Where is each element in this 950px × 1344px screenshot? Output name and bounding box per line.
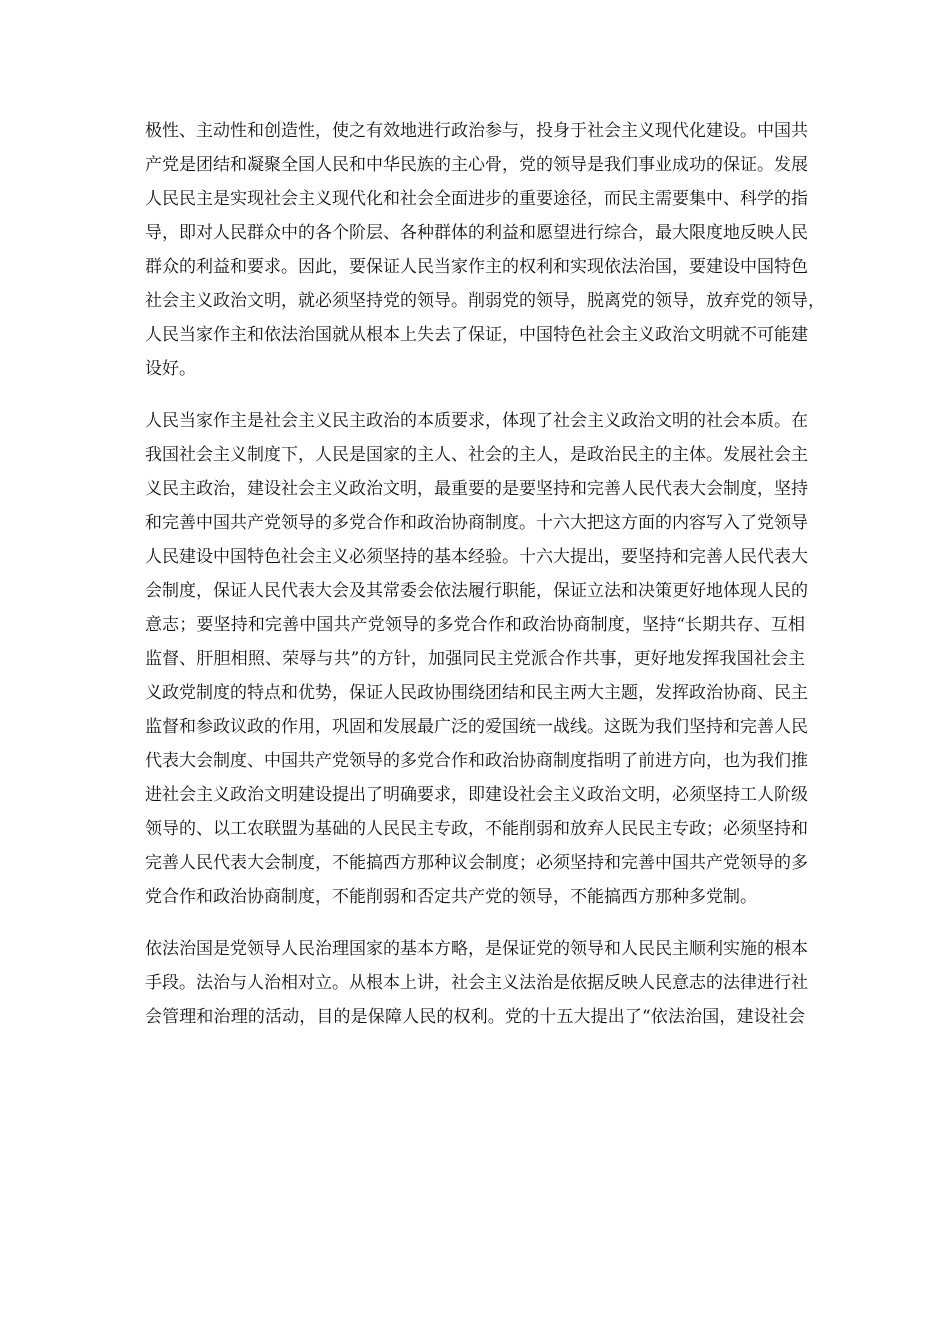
text-line: 会管理和治理的活动，目的是保障人民的权利。党的十五大提出了“依法治国，建设社会 bbox=[145, 1007, 805, 1027]
text-line: 手段。法治与人治相对立。从根本上讲，社会主义法治是依据反映人民意志的法律进行社 bbox=[145, 973, 808, 993]
document-body bbox=[145, 114, 825, 1034]
text-line: 设好。 bbox=[145, 359, 196, 379]
text-line: 导，即对人民群众中的各个阶层、各种群体的利益和愿望进行综合，最大限度地反映人民 bbox=[145, 223, 808, 243]
text-line: 群众的利益和要求。因此，要保证人民当家作主的权利和实现依法治国，要建设中国特色 bbox=[145, 257, 808, 277]
text-line: 领导的、以工农联盟为基础的人民民主专政，不能削弱和放弃人民民主专政；必须坚持和 bbox=[145, 819, 808, 839]
paragraph-1 bbox=[145, 114, 825, 386]
text-line: 党合作和政治协商制度，不能削弱和否定共产党的领导，不能搞西方那种多党制。 bbox=[145, 887, 757, 907]
text-line: 进社会主义政治文明建设提出了明确要求，即建设社会主义政治文明，必须坚持工人阶级 bbox=[145, 785, 808, 805]
text-line: 义民主政治，建设社会主义政治文明，最重要的是要坚持和完善人民代表大会制度，坚持 bbox=[145, 479, 808, 499]
text-line: 极性、主动性和创造性，使之有效地进行政治参与，投身于社会主义现代化建设。中国共 bbox=[145, 121, 808, 141]
text-line: 代表大会制度、中国共产党领导的多党合作和政治协商制度指明了前进方向，也为我们推 bbox=[145, 751, 808, 771]
text-line: 社会主义政治文明，就必须坚持党的领导。削弱党的领导，脱离党的领导，放弃党的领导， bbox=[145, 291, 825, 311]
text-line: 依法治国是党领导人民治理国家的基本方略，是保证党的领导和人民民主顺利实施的根本 bbox=[145, 939, 808, 959]
text-line: 产党是团结和凝聚全国人民和中华民族的主心骨，党的领导是我们事业成功的保证。发展 bbox=[145, 155, 808, 175]
text-line: 人民建设中国特色社会主义必须坚持的基本经验。十六大提出，要坚持和完善人民代表大 bbox=[145, 547, 808, 567]
text-line: 人民当家作主是社会主义民主政治的本质要求，体现了社会主义政治文明的社会本质。在 bbox=[145, 411, 808, 431]
text-line: 意志；要坚持和完善中国共产党领导的多党合作和政治协商制度，坚持“长期共存、互相 bbox=[145, 615, 805, 635]
text-line: 我国社会主义制度下，人民是国家的主人、社会的主人，是政治民主的主体。发展社会主 bbox=[145, 445, 808, 465]
text-line: 完善人民代表大会制度，不能搞西方那种议会制度；必须坚持和完善中国共产党领导的多 bbox=[145, 853, 808, 873]
text-line: 人民当家作主和依法治国就从根本上失去了保证，中国特色社会主义政治文明就不可能建 bbox=[145, 325, 808, 345]
paragraph-2 bbox=[145, 404, 808, 914]
paragraph-3 bbox=[145, 932, 808, 1034]
text-line: 和完善中国共产党领导的多党合作和政治协商制度。十六大把这方面的内容写入了党领导 bbox=[145, 513, 808, 533]
text-line: 义政党制度的特点和优势，保证人民政协围绕团结和民主两大主题，发挥政治协商、民主 bbox=[145, 683, 808, 703]
text-line: 人民民主是实现社会主义现代化和社会全面进步的重要途径，而民主需要集中、科学的指 bbox=[145, 189, 808, 209]
text-line: 监督、肝胆相照、荣辱与共”的方针，加强同民主党派合作共事，更好地发挥我国社会主 bbox=[145, 649, 805, 669]
text-line: 监督和参政议政的作用，巩固和发展最广泛的爱国统一战线。这既为我们坚持和完善人民 bbox=[145, 717, 808, 737]
text-line: 会制度，保证人民代表大会及其常委会依法履行职能，保证立法和决策更好地体现人民的 bbox=[145, 581, 808, 601]
